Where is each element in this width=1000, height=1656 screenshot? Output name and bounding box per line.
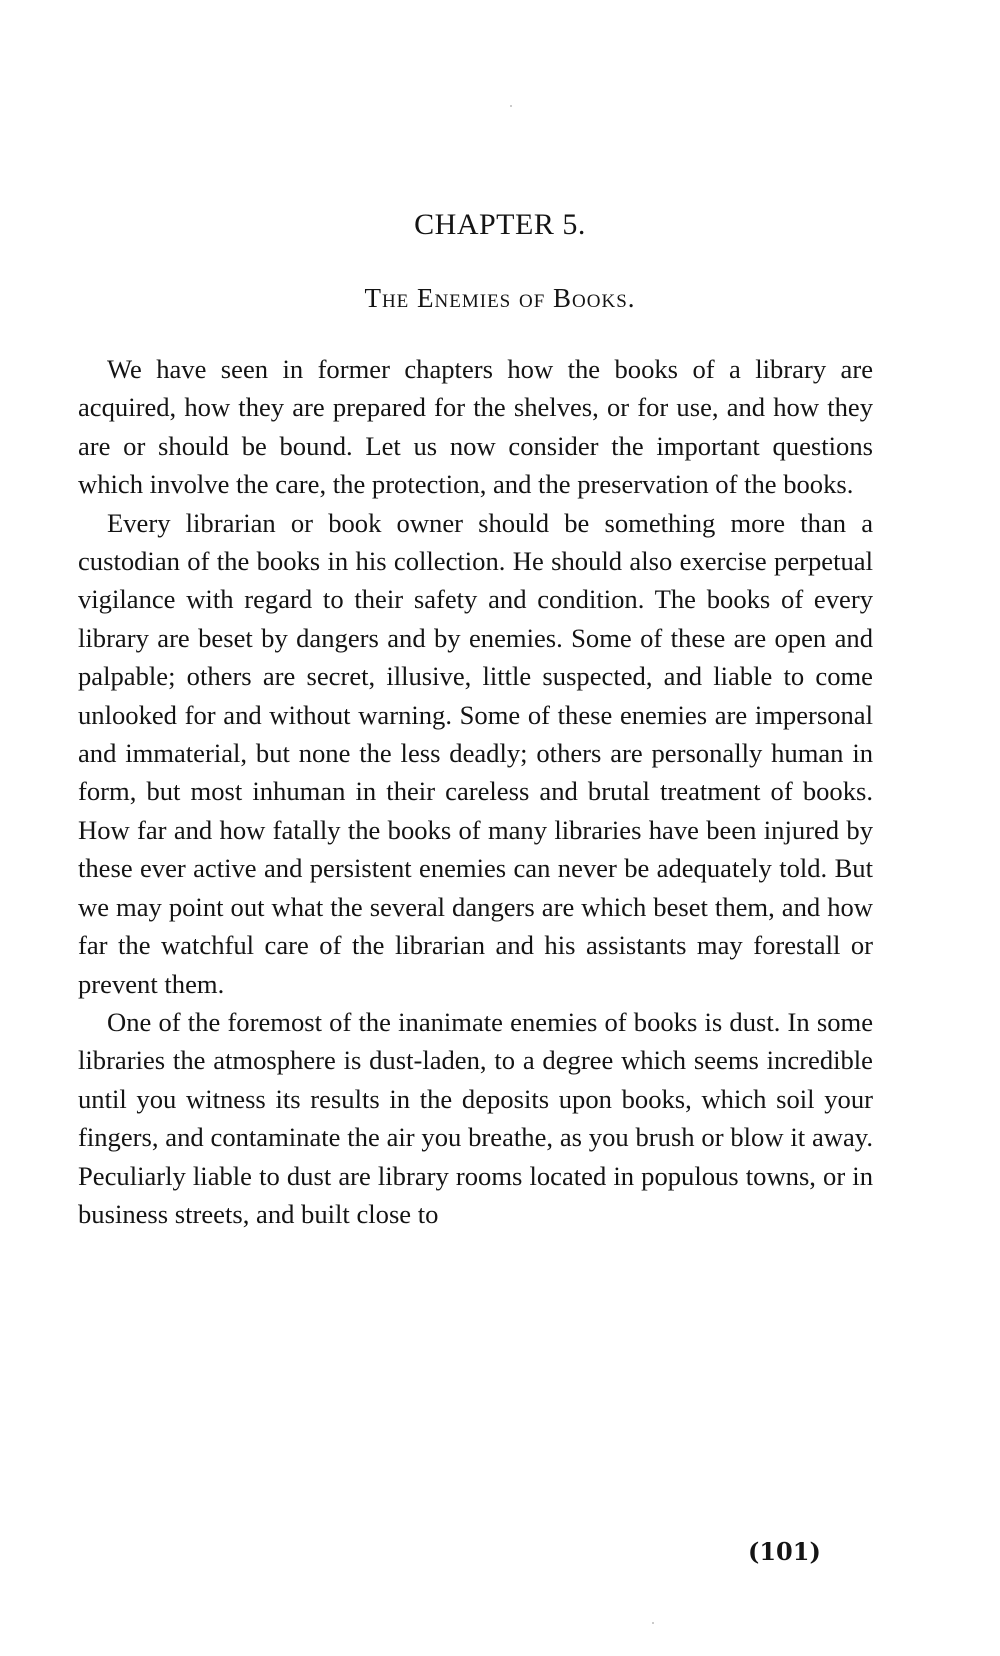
chapter-heading: CHAPTER 5. (414, 208, 586, 241)
paragraph-2: Every librarian or book owner should be something more than a custodian of the books in his collection. He should also exercise perpetual vigilance with regard to their safety and condition. The books of every library are beset by dangers and by enemies. Some of these are open and palpable; others are secret, illusive, little suspected, and liable to come unlooked for and without warning. Some of these enemies are impersonal and immaterial, but none the less deadly; others are personally human in form, but most inhuman in their careless and brutal treatment of books. How far and how fatally the books of many libraries have been injured by these ever active and persistent enemies can never be adequately told. But we may point out what the several dangers are which beset them, and how far the watchful care of the librarian and his assistants may forestall or prevent them. (78, 507, 873, 999)
paragraph-3: One of the foremost of the inanimate enemies of books is dust. In some libraries the atmosphere is dust-laden, to a degree which seems incredible until you witness its results in the deposits upon books, which soil your fingers, and contaminate the air you breathe, as you brush or blow it away. Peculiarly liable to dust are library rooms located in populous towns, or in business streets, and built close to (78, 1006, 873, 1229)
body-text (78, 350, 873, 1233)
paper-speck-bottom (652, 1622, 654, 1624)
paper-speck-top (510, 105, 512, 107)
chapter-title: The Enemies of Books. (364, 283, 636, 313)
paragraph-1: We have seen in former chapters how the books of a library are acquired, how they are prepared for the shelves, or for use, and how they are or should be bound. Let us now consider the important questions which involve the care, the protection, and the preservation of the books. (78, 354, 873, 500)
page-number: (101) (748, 1537, 821, 1566)
